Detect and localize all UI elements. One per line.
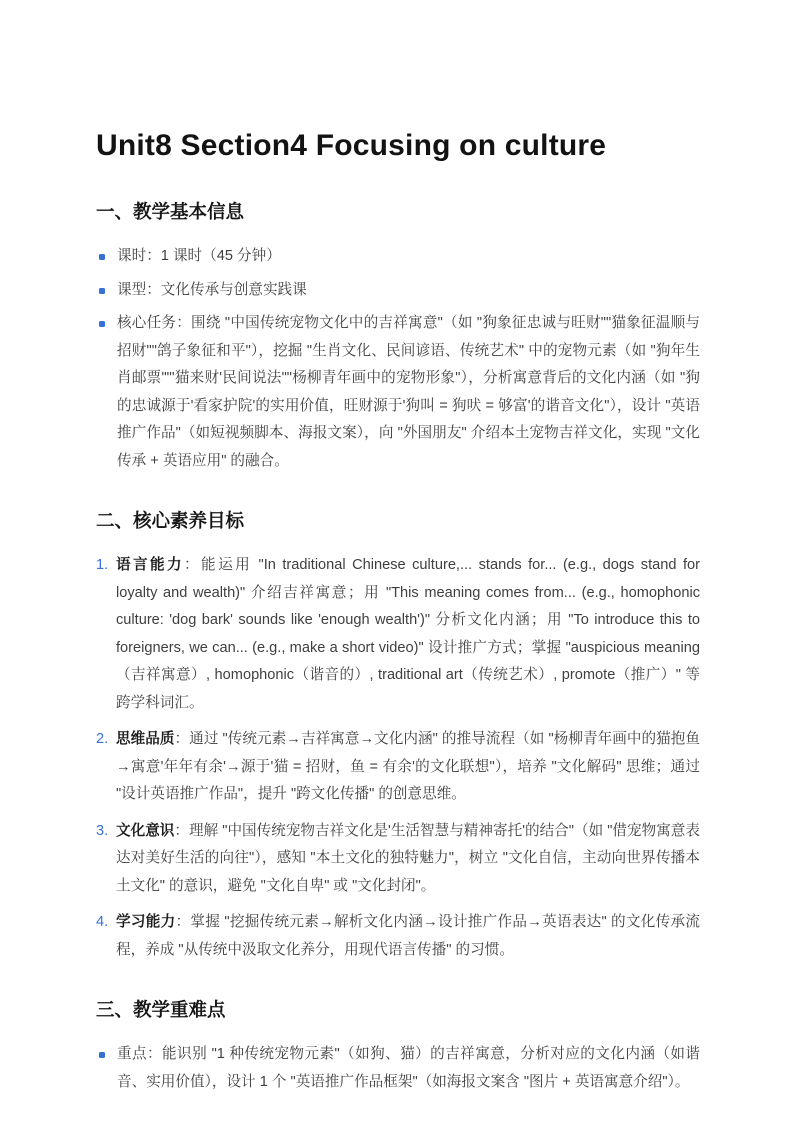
section-heading-key-points: 三、教学重难点 [96, 999, 226, 1020]
section-core-goals [96, 508, 700, 964]
list-item [96, 243, 700, 271]
item-body: ：理解 "中国传统宠物吉祥文化是'生活智慧与精神寄托'的结合"（如 "借宠物寓意表达对美好生活的向往"），感知 "本土文化的独特魅力"，树立 "文化自信，主动向世界传播本土文化" 的意识，避免 "文化自卑" 或 "文化封闭"。 [116, 822, 700, 894]
list-item [96, 310, 700, 475]
item-label: 文化意识 [116, 822, 175, 839]
list-item [96, 726, 700, 809]
list-item-text: 核心任务：围绕 "中国传统宠物文化中的吉祥寓意"（如 "狗象征忠诚与旺财""猫象征温顺与招财""鸽子象征和平"），挖掘 "生肖文化、民间谚语、传统艺术" 中的宠物元素（如 "狗年生肖邮票""'猫来财'民间说法""杨柳青年画中的宠物形象"），分析寓意背后的文化内涵（如 "狗的忠诚源于'看家护院'的实用价值，旺财源于'狗叫 = 狗吠 = 够富'的谐音文化"），设计 "英语推广作品"（如短视频脚本、海报文案），向 "外国朋友" 介绍本土宠物吉祥文化，实现 "文化传承 + 英语应用" 的融合。 [117, 315, 700, 469]
list-number: 1. [96, 557, 109, 573]
list-item [96, 277, 700, 305]
list-item [96, 552, 700, 717]
item-label: 学习能力 [116, 914, 176, 930]
list-item-text [116, 552, 700, 717]
list-item-text: 重点：能识别 "1 种传统宠物元素"（如狗、猫）的吉祥寓意，分析对应的文化内涵（如谐音、实用价值），设计 1 个 "英语推广作品框架"（如海报文案含 "图片 + 英语寓意介绍"）。 [117, 1046, 700, 1090]
list-item-text: 课型：文化传承与创意实践课 [117, 281, 307, 298]
list-item [96, 818, 700, 901]
section-heading-core-goals: 二、核心素养目标 [96, 510, 245, 531]
list-item-text: 课时：1 课时（45 分钟） [117, 248, 281, 264]
bullet-icon [99, 288, 105, 294]
item-label: 思维品质 [116, 731, 175, 747]
list-number: 2. [96, 731, 109, 747]
item-body: ：能运用 "In traditional Chinese culture,... stands for... (e.g., dogs stand for loyalty and wealth)" 介绍吉祥寓意；用 "This meaning comes from... (e.g., homophonic culture: 'dog bark' sounds like 'enough wealth')" 分析文化内涵；用 "To introduce this to foreigners, we can... (e.g., make a short video)" 设计推广方式；掌握 "auspicious meaning（吉祥寓意）, homophonic（谐音的）, traditional art（传统艺术）, promote（推广）" 等跨学科词汇。 [116, 557, 700, 711]
basic-info-list [96, 243, 700, 475]
list-item [96, 909, 700, 964]
section-heading-basic-info: 一、教学基本信息 [96, 201, 245, 222]
core-goals-list [96, 552, 700, 964]
list-item-text [116, 818, 700, 901]
item-body: ：通过 "传统元素→吉祥寓意→文化内涵" 的推导流程（如 "杨柳青年画中的猫抱鱼→寓意'年年有余'→源于'猫 = 招财，鱼 = 有余'的文化联想"），培养 "文化解码" 思维；通过 "设计英语推广作品"，提升 "跨文化传播" 的创意思维。 [116, 731, 700, 802]
list-number: 4. [96, 914, 109, 930]
item-body: ：掌握 "挖掘传统元素→解析文化内涵→设计推广作品→英语表达" 的文化传承流程，养成 "从传统中汲取文化养分，用现代语言传播" 的习惯。 [116, 914, 700, 958]
list-number: 3. [96, 822, 109, 839]
key-points-list [96, 1041, 700, 1096]
item-label: 语言能力 [116, 557, 185, 573]
section-key-points [96, 997, 700, 1096]
bullet-icon [99, 321, 105, 327]
page-title: Unit8 Section4 Focusing on culture [96, 129, 607, 162]
section-basic-info [96, 199, 700, 475]
list-item [96, 1041, 700, 1096]
list-item-text [116, 726, 700, 809]
bullet-icon [99, 254, 105, 260]
bullet-icon [99, 1052, 105, 1058]
list-item-text [116, 909, 700, 964]
